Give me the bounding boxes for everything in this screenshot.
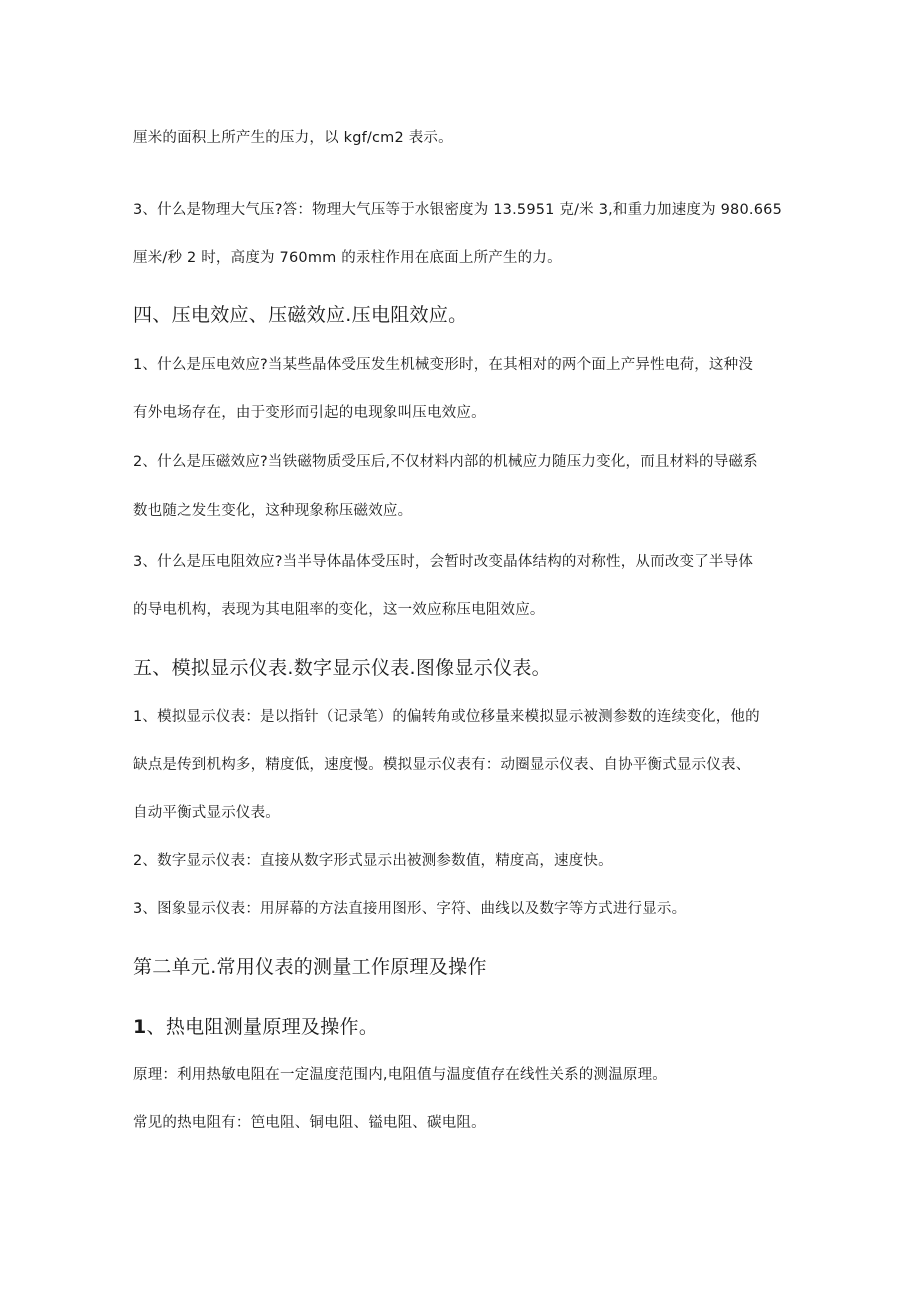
paragraph-line: 数也随之发生变化，这种现象称压磁效应。 <box>133 503 413 519</box>
paragraph-line: 1、什么是压电效应?当某些晶体受压发生机械变形时，在其相对的两个面上产异性电荷，这种没 <box>133 357 754 373</box>
paragraph-line: 厘米/秒 2 时，高度为 760mm 的汞柱作用在底面上所产生的力。 <box>133 250 562 266</box>
unit-heading: 第二单元.常用仪表的测量工作原理及操作 <box>133 956 487 978</box>
paragraph-line: 缺点是传到机构多，精度低，速度慢。模拟显示仪表有：动圈显示仪表、自协平衡式显示仪表、 <box>133 757 751 773</box>
paragraph-line: 原理：利用热敏电阻在一定温度范围内,电阻值与温度值存在线性关系的测温原理。 <box>133 1067 668 1083</box>
paragraph-line: 3、什么是压电阻效应?当半导体晶体受压时，会暂时改变晶体结构的对称性，从而改变了半导体 <box>133 554 754 570</box>
paragraph-line: 2、什么是压磁效应?当铁磁物质受压后,不仅材料内部的机械应力随压力变化，而且材料的导磁系 <box>133 454 758 470</box>
subsection-title: 、热电阻测量原理及操作。 <box>146 1016 379 1038</box>
subsection-number: 1 <box>133 1016 147 1038</box>
paragraph-line: 的导电机构，表现为其电阻率的变化，这一效应称压电阻效应。 <box>133 602 545 618</box>
paragraph-line: 1、模拟显示仪表：是以指针（记录笔）的偏转角或位移量来模拟显示被测参数的连续变化，他的 <box>133 709 760 725</box>
section-heading: 四、压电效应、压磁效应.压电阻效应。 <box>133 304 468 326</box>
paragraph-line: 2、数字显示仪表：直接从数字形式显示出被测参数值，精度高，速度快。 <box>133 853 613 869</box>
subsection-heading <box>133 1014 378 1040</box>
paragraph-line: 厘米的面积上所产生的压力，以 kgf/cm2 表示。 <box>133 130 453 146</box>
paragraph-line: 3、图象显示仪表：用屏幕的方法直接用图形、字符、曲线以及数字等方式进行显示。 <box>133 901 687 917</box>
paragraph-line: 自动平衡式显示仪表。 <box>133 805 280 821</box>
paragraph-line: 常见的热电阻有：笆电阻、铜电阻、镒电阻、碳电阻。 <box>133 1115 486 1131</box>
paragraph-line: 3、什么是物理大气压?答：物理大气压等于水银密度为 13.5951 克/米 3,和重力加速度为 980.665 <box>133 202 782 218</box>
section-heading: 五、模拟显示仪表.数字显示仪表.图像显示仪表。 <box>133 657 551 679</box>
paragraph-line: 有外电场存在，由于变形而引起的电现象叫压电效应。 <box>133 405 486 421</box>
